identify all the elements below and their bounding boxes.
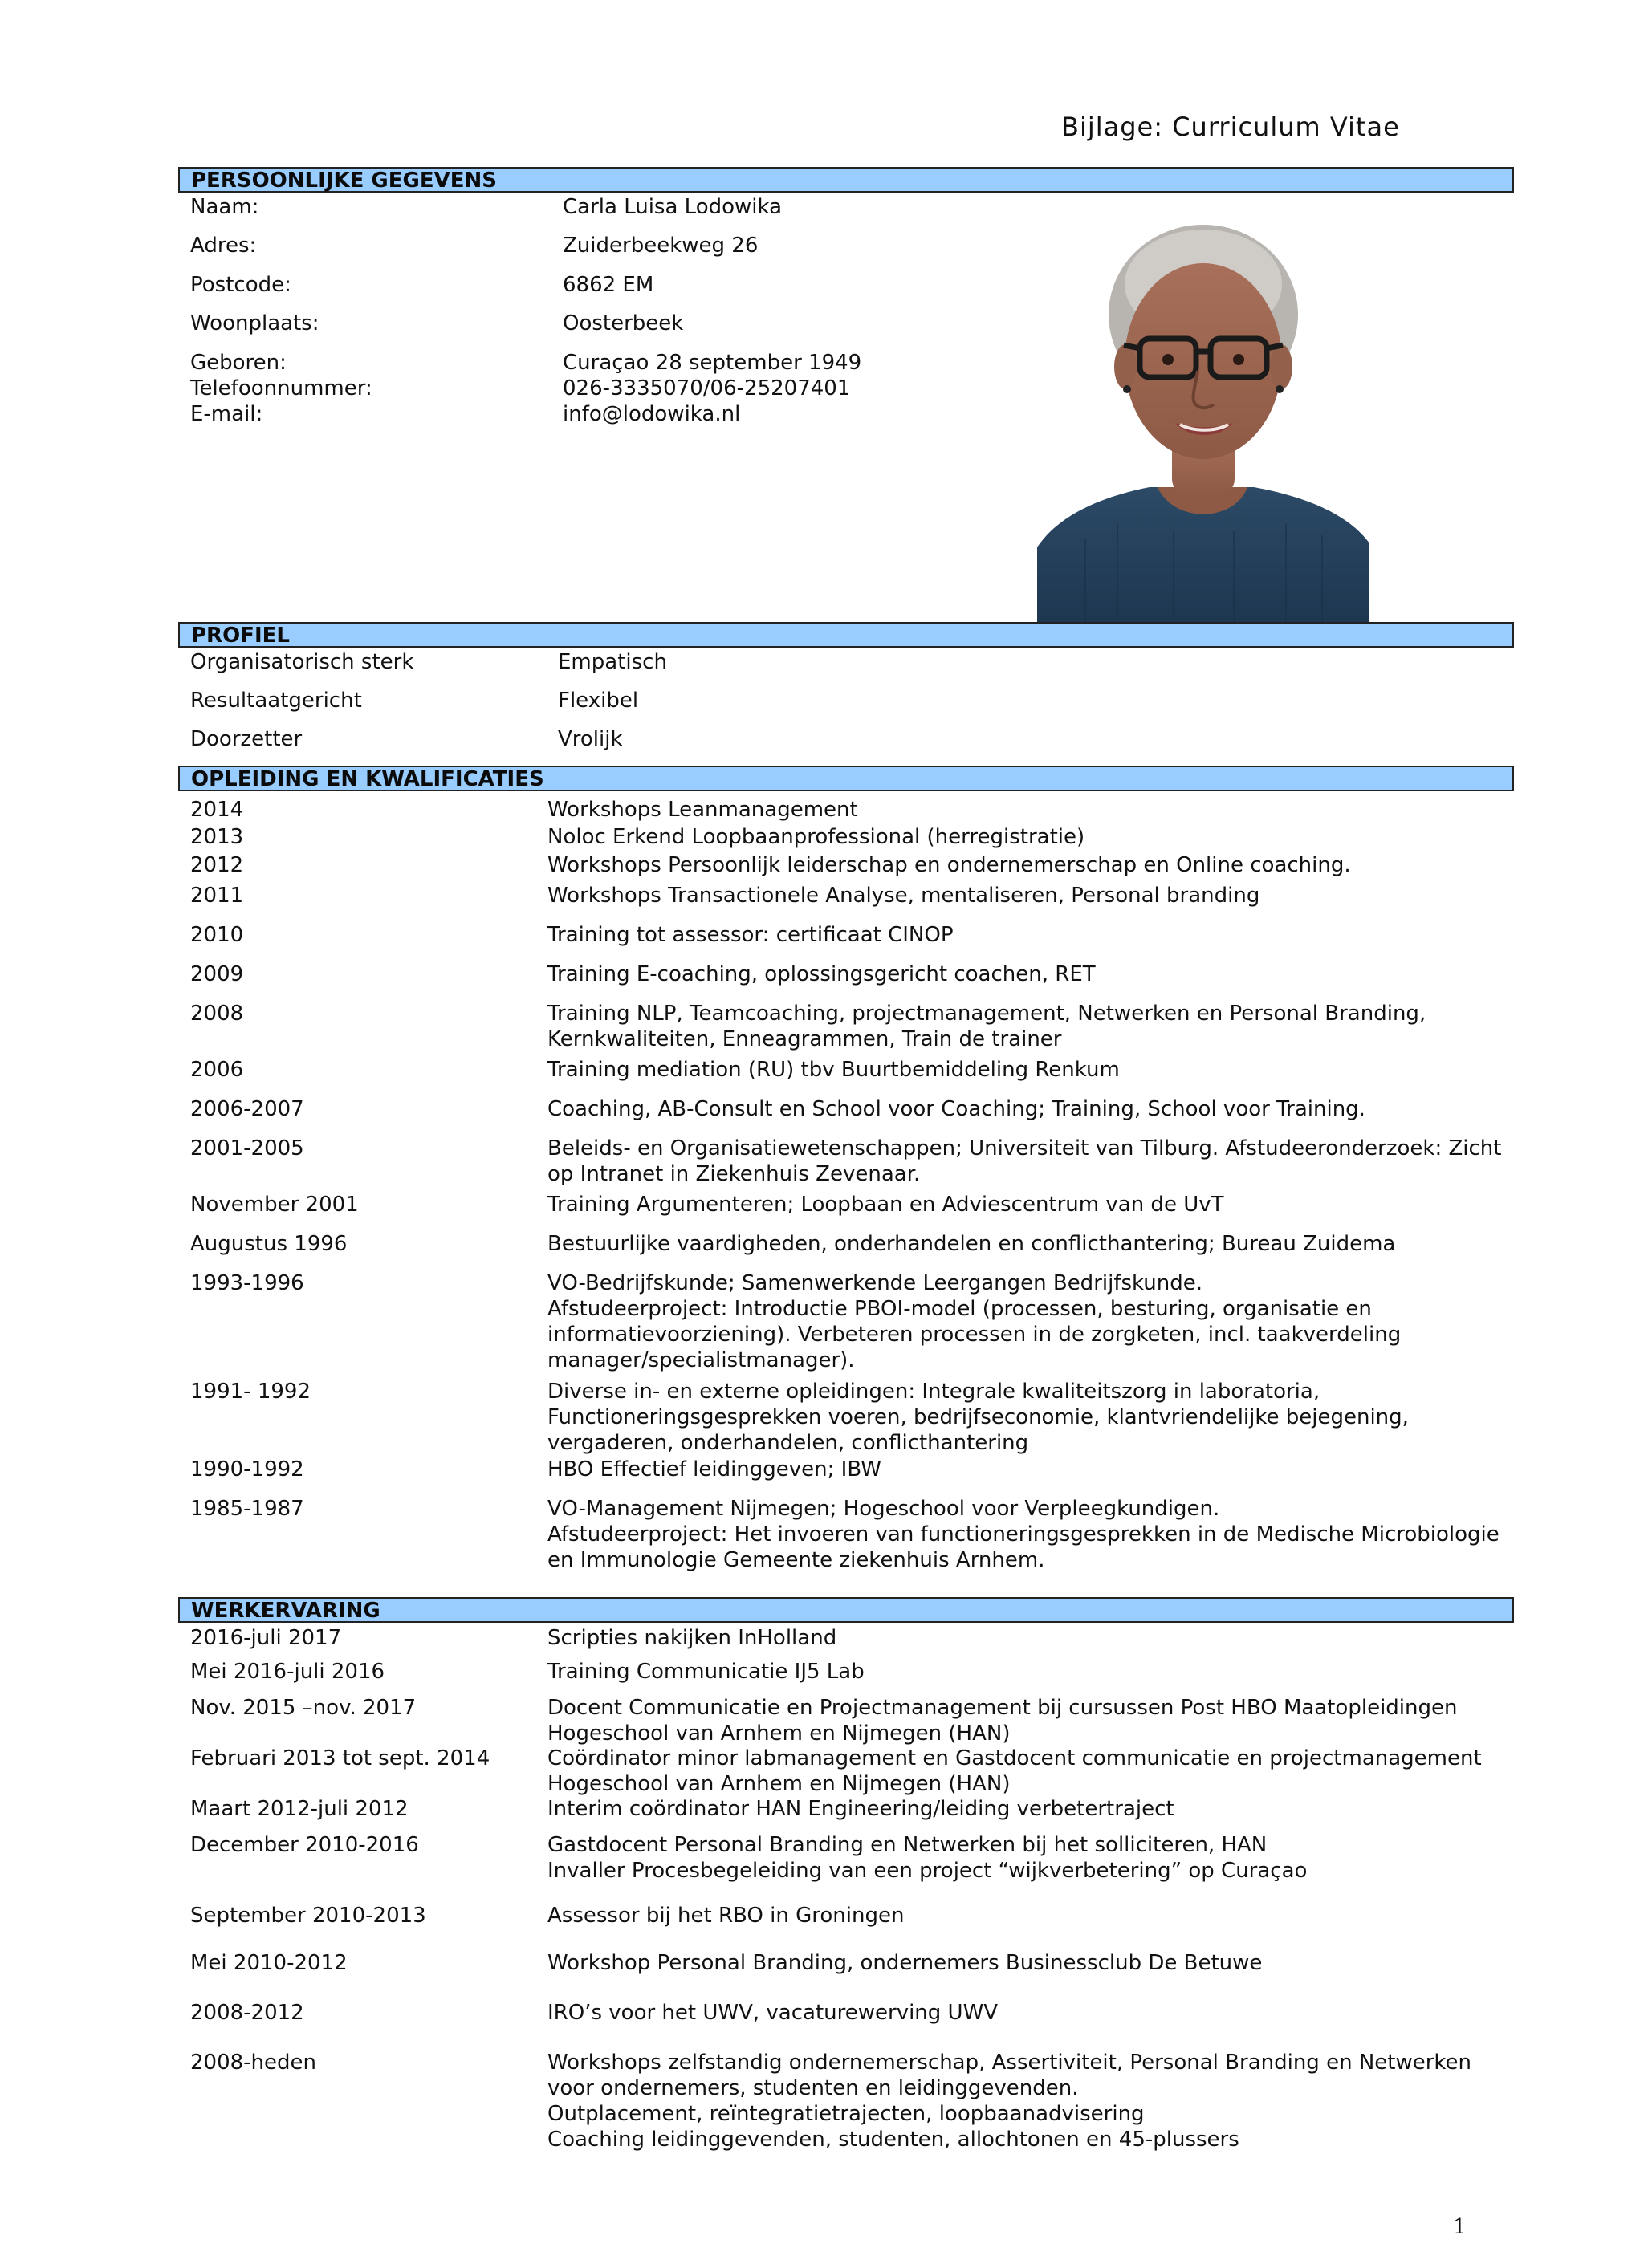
profile-trait: Empatisch — [558, 650, 667, 674]
work-period: Februari 2013 tot sept. 2014 — [190, 1746, 490, 1770]
work-line: Training Communicatie IJ5 Lab — [547, 1660, 865, 1684]
value-telefoon: 026-3335070/06-25207401 — [563, 376, 851, 400]
section-heading: PROFIEL — [191, 624, 290, 648]
section-heading: WERKERVARING — [191, 1599, 380, 1623]
label-woonplaats: Woonplaats: — [190, 311, 319, 335]
work-period: 2016-juli 2017 — [190, 1626, 342, 1650]
education-period: 2012 — [190, 853, 244, 877]
label-telefoon: Telefoonnummer: — [190, 376, 372, 400]
education-line: Training mediation (RU) tbv Buurtbemiddeling Renkum — [547, 1058, 1120, 1082]
work-period: December 2010-2016 — [190, 1833, 419, 1857]
work-period: Nov. 2015 –nov. 2017 — [190, 1696, 417, 1720]
value-email: info@lodowika.nl — [563, 402, 741, 426]
label-email: E-mail: — [190, 402, 263, 426]
education-period: 2014 — [190, 798, 244, 822]
work-line: Invaller Procesbegeleiding van een project “wijkverbetering” op Curaçao — [547, 1859, 1308, 1883]
education-period: 1985-1987 — [190, 1497, 304, 1521]
work-line: Hogeschool van Arnhem en Nijmegen (HAN) — [547, 1772, 1011, 1796]
section-header-education — [178, 766, 1514, 791]
education-line: op Intranet in Ziekenhuis Zevenaar. — [547, 1162, 921, 1186]
section-heading: PERSOONLIJKE GEGEVENS — [191, 169, 497, 193]
value-postcode: 6862 EM — [563, 273, 654, 297]
work-line: Assessor bij het RBO in Groningen — [547, 1904, 905, 1928]
education-period: 1991- 1992 — [190, 1380, 311, 1404]
value-woonplaats: Oosterbeek — [563, 311, 684, 335]
education-line: Workshops Transactionele Analyse, mentaliseren, Personal branding — [547, 884, 1260, 908]
work-line: Workshop Personal Branding, ondernemers Businessclub De Betuwe — [547, 1951, 1263, 1975]
education-line: Coaching, AB-Consult en School voor Coaching; Training, School voor Training. — [547, 1097, 1365, 1121]
education-period: 2006-2007 — [190, 1097, 304, 1121]
work-line: Scripties nakijken InHolland — [547, 1626, 837, 1650]
section-header-work — [178, 1597, 1514, 1623]
education-line: Afstudeerproject: Het invoeren van functioneringsgesprekken in de Medische Microbiologie — [547, 1522, 1500, 1547]
education-period: 2013 — [190, 825, 244, 849]
education-line: Kernkwaliteiten, Enneagrammen, Train de trainer — [547, 1027, 1062, 1051]
education-line: HBO Effectief leidinggeven; IBW — [547, 1457, 881, 1482]
education-line: en Immunologie Gemeente ziekenhuis Arnhem. — [547, 1548, 1045, 1572]
education-line: Bestuurlijke vaardigheden, onderhandelen en conflicthantering; Bureau Zuidema — [547, 1232, 1396, 1256]
section-header-personal — [178, 167, 1514, 193]
work-line: voor ondernemers, studenten en leidinggevenden. — [547, 2076, 1079, 2100]
profile-trait: Organisatorisch sterk — [190, 650, 414, 674]
document-title: Bijlage: Curriculum Vitae — [1061, 112, 1400, 142]
work-period: Mei 2010-2012 — [190, 1951, 348, 1975]
education-period: 1990-1992 — [190, 1457, 304, 1482]
education-period: 2009 — [190, 962, 244, 986]
section-header-profile — [178, 622, 1514, 648]
education-period: Augustus 1996 — [190, 1232, 348, 1256]
education-line: Workshops Leanmanagement — [547, 798, 858, 822]
work-period: Mei 2016-juli 2016 — [190, 1660, 385, 1684]
education-line: Workshops Persoonlijk leiderschap en ondernemerschap en Online coaching. — [547, 853, 1351, 877]
work-line: Workshops zelfstandig ondernemerschap, Assertiviteit, Personal Branding en Netwerken — [547, 2051, 1472, 2075]
profile-trait: Resultaatgericht — [190, 689, 362, 713]
education-line: Training E-coaching, oplossingsgericht coachen, RET — [547, 962, 1096, 986]
education-period: 2001-2005 — [190, 1136, 304, 1160]
label-postcode: Postcode: — [190, 273, 291, 297]
profile-trait: Vrolijk — [558, 727, 623, 751]
work-line: Gastdocent Personal Branding en Netwerken bij het solliciteren, HAN — [547, 1833, 1268, 1857]
education-line: VO-Bedrijfskunde; Samenwerkende Leergangen Bedrijfskunde. — [547, 1271, 1203, 1295]
education-line: vergaderen, onderhandelen, conflicthantering — [547, 1431, 1029, 1455]
education-line: Training NLP, Teamcoaching, projectmanagement, Netwerken en Personal Branding, — [547, 1002, 1426, 1026]
profile-photo — [1037, 218, 1369, 623]
label-adres: Adres: — [190, 234, 257, 258]
education-line: Training Argumenteren; Loopbaan en Adviescentrum van de UvT — [547, 1193, 1224, 1217]
education-line: Noloc Erkend Loopbaanprofessional (herregistratie) — [547, 825, 1085, 849]
education-line: informatievoorziening). Verbeteren processen in de zorgketen, incl. taakverdeling — [547, 1323, 1402, 1347]
work-line: IRO’s voor het UWV, vacaturewerving UWV — [547, 2001, 999, 2025]
education-line: Beleids- en Organisatiewetenschappen; Universiteit van Tilburg. Afstudeeronderzoek: Zicht — [547, 1136, 1502, 1160]
work-line: Hogeschool van Arnhem en Nijmegen (HAN) — [547, 1721, 1011, 1746]
education-period: November 2001 — [190, 1193, 359, 1217]
portrait-illustration — [1037, 218, 1369, 623]
education-line: Training tot assessor: certificaat CINOP — [547, 923, 954, 947]
work-line: Coaching leidinggevenden, studenten, allochtonen en 45-plussers — [547, 2128, 1239, 2152]
education-period: 2011 — [190, 884, 244, 908]
work-period: Maart 2012-juli 2012 — [190, 1797, 409, 1821]
work-period: September 2010-2013 — [190, 1904, 426, 1928]
page-number: 1 — [1453, 2215, 1467, 2239]
label-naam: Naam: — [190, 195, 259, 219]
work-line: Outplacement, reïntegratietrajecten, loopbaanadvisering — [547, 2102, 1145, 2126]
label-geboren: Geboren: — [190, 351, 287, 375]
value-naam: Carla Luisa Lodowika — [563, 195, 783, 219]
education-period: 2008 — [190, 1002, 244, 1026]
education-period: 1993-1996 — [190, 1271, 304, 1295]
education-line: Functioneringsgesprekken voeren, bedrijfseconomie, klantvriendelijke bejegening, — [547, 1405, 1409, 1429]
education-line: VO-Management Nijmegen; Hogeschool voor Verpleegkundigen. — [547, 1497, 1220, 1521]
education-period: 2006 — [190, 1058, 244, 1082]
profile-trait: Doorzetter — [190, 727, 303, 751]
work-period: 2008-2012 — [190, 2001, 304, 2025]
work-period: 2008-heden — [190, 2051, 317, 2075]
work-line: Docent Communicatie en Projectmanagement bij cursussen Post HBO Maatopleidingen — [547, 1696, 1458, 1720]
education-period: 2010 — [190, 923, 244, 947]
education-line: manager/specialistmanager). — [547, 1348, 855, 1372]
work-line: Interim coördinator HAN Engineering/leiding verbetertraject — [547, 1797, 1174, 1821]
profile-trait: Flexibel — [558, 689, 639, 713]
education-line: Afstudeerproject: Introductie PBOI-model (processen, besturing, organisatie en — [547, 1297, 1372, 1321]
education-line: Diverse in- en externe opleidingen: Integrale kwaliteitszorg in laboratoria, — [547, 1380, 1320, 1404]
value-geboren: Curaçao 28 september 1949 — [563, 351, 862, 375]
section-heading: OPLEIDING EN KWALIFICATIES — [191, 767, 544, 791]
work-line: Coördinator minor labmanagement en Gastdocent communicatie en projectmanagement — [547, 1746, 1482, 1770]
value-adres: Zuiderbeekweg 26 — [563, 234, 759, 258]
